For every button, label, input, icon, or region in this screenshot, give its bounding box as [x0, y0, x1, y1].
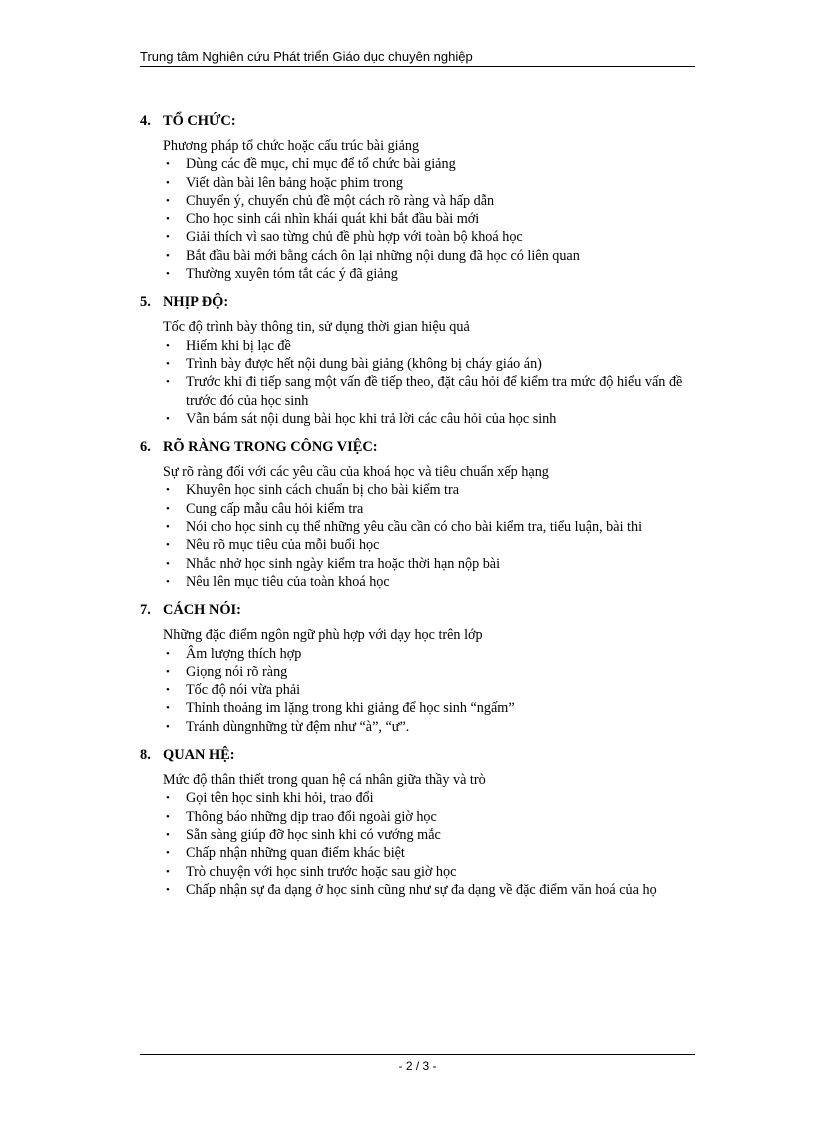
bullet-dot-icon: •: [166, 702, 170, 715]
bullet-dot-icon: •: [166, 176, 170, 189]
bullet-dot-icon: •: [166, 231, 170, 244]
list-item: [140, 826, 700, 844]
section-title: RÕ RÀNG TRONG CÔNG VIỆC:: [163, 439, 378, 456]
list-item-text: Âm lượng thích hợp: [186, 645, 302, 662]
section-intro: Những đặc điểm ngôn ngữ phù hợp với dạy học trên lớp: [163, 627, 483, 644]
section-heading: [140, 112, 700, 130]
bullet-dot-icon: •: [166, 647, 170, 660]
list-item-text: Trò chuyện với học sinh trước hoặc sau giờ học: [186, 863, 457, 880]
section-number: 8.: [140, 747, 151, 764]
bullet-dot-icon: •: [166, 883, 170, 896]
bullet-dot-icon: •: [166, 268, 170, 281]
section-title: NHỊP ĐỘ:: [163, 294, 229, 311]
bullet-dot-icon: •: [166, 502, 170, 515]
list-item: [140, 410, 700, 428]
section-number: 4.: [140, 113, 151, 129]
list-item: [140, 536, 700, 554]
section-intro: Sự rõ ràng đối với các yêu cầu của khoá học và tiêu chuẩn xếp hạng: [163, 464, 549, 481]
list-item: [140, 573, 700, 591]
list-item: [140, 555, 700, 573]
bullet-dot-icon: •: [166, 575, 170, 588]
list-item-text: Bắt đầu bài mới bằng cách ôn lại những nội dung đã học có liên quan: [186, 247, 580, 264]
list-item-text: Thường xuyên tóm tắt các ý đã giảng: [186, 266, 398, 283]
list-item-text: Nói cho học sinh cụ thể những yêu cầu cần có cho bài kiểm tra, tiểu luận, bài thi: [186, 519, 643, 536]
bullet-dot-icon: •: [166, 792, 170, 805]
section-number: 5.: [140, 294, 151, 311]
bullet-dot-icon: •: [166, 357, 170, 370]
list-item: [140, 228, 700, 246]
bullet-list: [140, 155, 700, 283]
bullet-dot-icon: •: [166, 810, 170, 823]
bullet-dot-icon: •: [166, 412, 170, 425]
section-heading: [140, 601, 700, 619]
section: [140, 438, 700, 591]
list-item: [140, 155, 700, 173]
list-item: [140, 500, 700, 518]
list-item: [140, 355, 700, 373]
bullet-dot-icon: •: [166, 484, 170, 497]
list-item-text: Nhắc nhở học sinh ngày kiểm tra hoặc thời hạn nộp bài: [186, 555, 501, 572]
bullet-dot-icon: •: [166, 684, 170, 697]
list-item-text: Khuyên học sinh cách chuẩn bị cho bài kiểm tra: [186, 482, 460, 499]
list-item: [140, 337, 700, 355]
section: [140, 293, 700, 428]
bullet-dot-icon: •: [166, 665, 170, 678]
section-title: CÁCH NÓI:: [163, 602, 241, 619]
bullet-dot-icon: •: [166, 865, 170, 878]
section-heading: [140, 746, 700, 764]
bullet-dot-icon: •: [166, 557, 170, 570]
list-item-text: Vẫn bám sát nội dung bài học khi trả lời các câu hỏi của học sinh: [186, 410, 557, 427]
list-item-text: Thông báo những dịp trao đổi ngoài giờ học: [186, 808, 437, 825]
list-item-text: Tốc độ nói vừa phải: [186, 682, 301, 699]
list-item-text: Giải thích vì sao từng chủ đề phù hợp với toàn bộ khoá học: [186, 229, 523, 246]
list-item-text: Cho học sinh cái nhìn khái quát khi bắt đầu bài mới: [186, 211, 480, 228]
list-item-text: Giọng nói rõ ràng: [186, 663, 288, 680]
list-item: [140, 265, 700, 283]
list-item: [140, 863, 700, 881]
list-item: [140, 192, 700, 210]
bullet-dot-icon: •: [166, 339, 170, 352]
list-item: [140, 210, 700, 228]
document-body: [140, 112, 700, 909]
section-title: QUAN HỆ:: [163, 747, 235, 764]
list-item-text: Chấp nhận những quan điểm khác biệt: [186, 845, 405, 862]
list-item-text: Nêu rõ mục tiêu của mỗi buổi học: [186, 537, 380, 554]
list-item-text: Hiếm khi bị lạc đề: [186, 337, 291, 354]
section: [140, 601, 700, 736]
page-number: - 2 / 3 -: [398, 1059, 437, 1073]
bullet-list: [140, 337, 700, 428]
bullet-list: [140, 481, 700, 591]
section-intro: Tốc độ trình bày thông tin, sử dụng thời gian hiệu quả: [163, 319, 470, 336]
list-item: [140, 481, 700, 499]
footer-divider: [140, 1054, 695, 1055]
list-item-text: Chấp nhận sự đa dạng ở học sinh cũng như sự đa dạng về đặc điểm văn hoá của họ: [186, 881, 657, 898]
list-item-text: Sẵn sàng giúp đỡ học sinh khi có vướng mắc: [186, 826, 441, 843]
bullet-dot-icon: •: [166, 720, 170, 733]
list-item-text: Tránh dùngnhững từ đệm như “à”, “ư”.: [186, 718, 410, 735]
list-item-text: Nêu lên mục tiêu của toàn khoá học: [186, 573, 390, 590]
list-item: [140, 663, 700, 681]
list-item-text: Trước khi đi tiếp sang một vấn đề tiếp theo, đặt câu hỏi để kiểm tra mức độ hiểu vấn đề trước đó của học sinh: [186, 374, 683, 409]
list-item: [140, 645, 700, 663]
section-heading: [140, 293, 700, 311]
section-intro: Phương pháp tổ chức hoặc cấu trúc bài giảng: [163, 138, 420, 154]
list-item-text: Gọi tên học sinh khi hỏi, trao đổi: [186, 790, 374, 807]
bullet-list: [140, 789, 700, 899]
section-number: 6.: [140, 439, 151, 456]
section: [140, 112, 700, 283]
bullet-dot-icon: •: [166, 828, 170, 841]
bullet-dot-icon: •: [166, 158, 170, 171]
list-item: [140, 174, 700, 192]
list-item-text: Dùng các đề mục, chỉ mục để tổ chức bài giảng: [186, 156, 456, 173]
list-item-text: Cung cấp mẫu câu hỏi kiểm tra: [186, 500, 364, 517]
section-intro: Mức độ thân thiết trong quan hệ cá nhân giữa thầy và trò: [163, 772, 486, 789]
section: [140, 746, 700, 899]
list-item-text: Thỉnh thoảng im lặng trong khi giảng để học sinh “ngấm”: [186, 700, 515, 717]
list-item: [140, 247, 700, 265]
section-title: TỔ CHỨC:: [163, 113, 236, 129]
list-item-text: Trình bày được hết nội dung bài giảng (không bị cháy giáo án): [186, 355, 542, 372]
list-item: [140, 518, 700, 536]
list-item: [140, 681, 700, 699]
list-item-text: Viết dàn bài lên bảng hoặc phim trong: [186, 174, 404, 191]
section-heading: [140, 438, 700, 456]
bullet-dot-icon: •: [166, 847, 170, 860]
bullet-dot-icon: •: [166, 539, 170, 552]
list-item: [140, 808, 700, 826]
header-divider: [140, 66, 695, 67]
list-item: [140, 844, 700, 862]
bullet-dot-icon: •: [166, 213, 170, 226]
list-item: [140, 718, 700, 736]
page-header: Trung tâm Nghiên cứu Phát triển Giáo dục chuyên nghiệp: [140, 49, 473, 64]
list-item-text: Chuyển ý, chuyển chủ đề một cách rõ ràng và hấp dẫn: [186, 192, 495, 209]
list-item: [140, 373, 700, 410]
list-item: [140, 699, 700, 717]
bullet-list: [140, 645, 700, 736]
list-item: [140, 789, 700, 807]
section-number: 7.: [140, 602, 151, 619]
bullet-dot-icon: •: [166, 249, 170, 262]
bullet-dot-icon: •: [166, 521, 170, 534]
list-item: [140, 881, 700, 899]
bullet-dot-icon: •: [166, 376, 170, 389]
bullet-dot-icon: •: [166, 194, 170, 207]
